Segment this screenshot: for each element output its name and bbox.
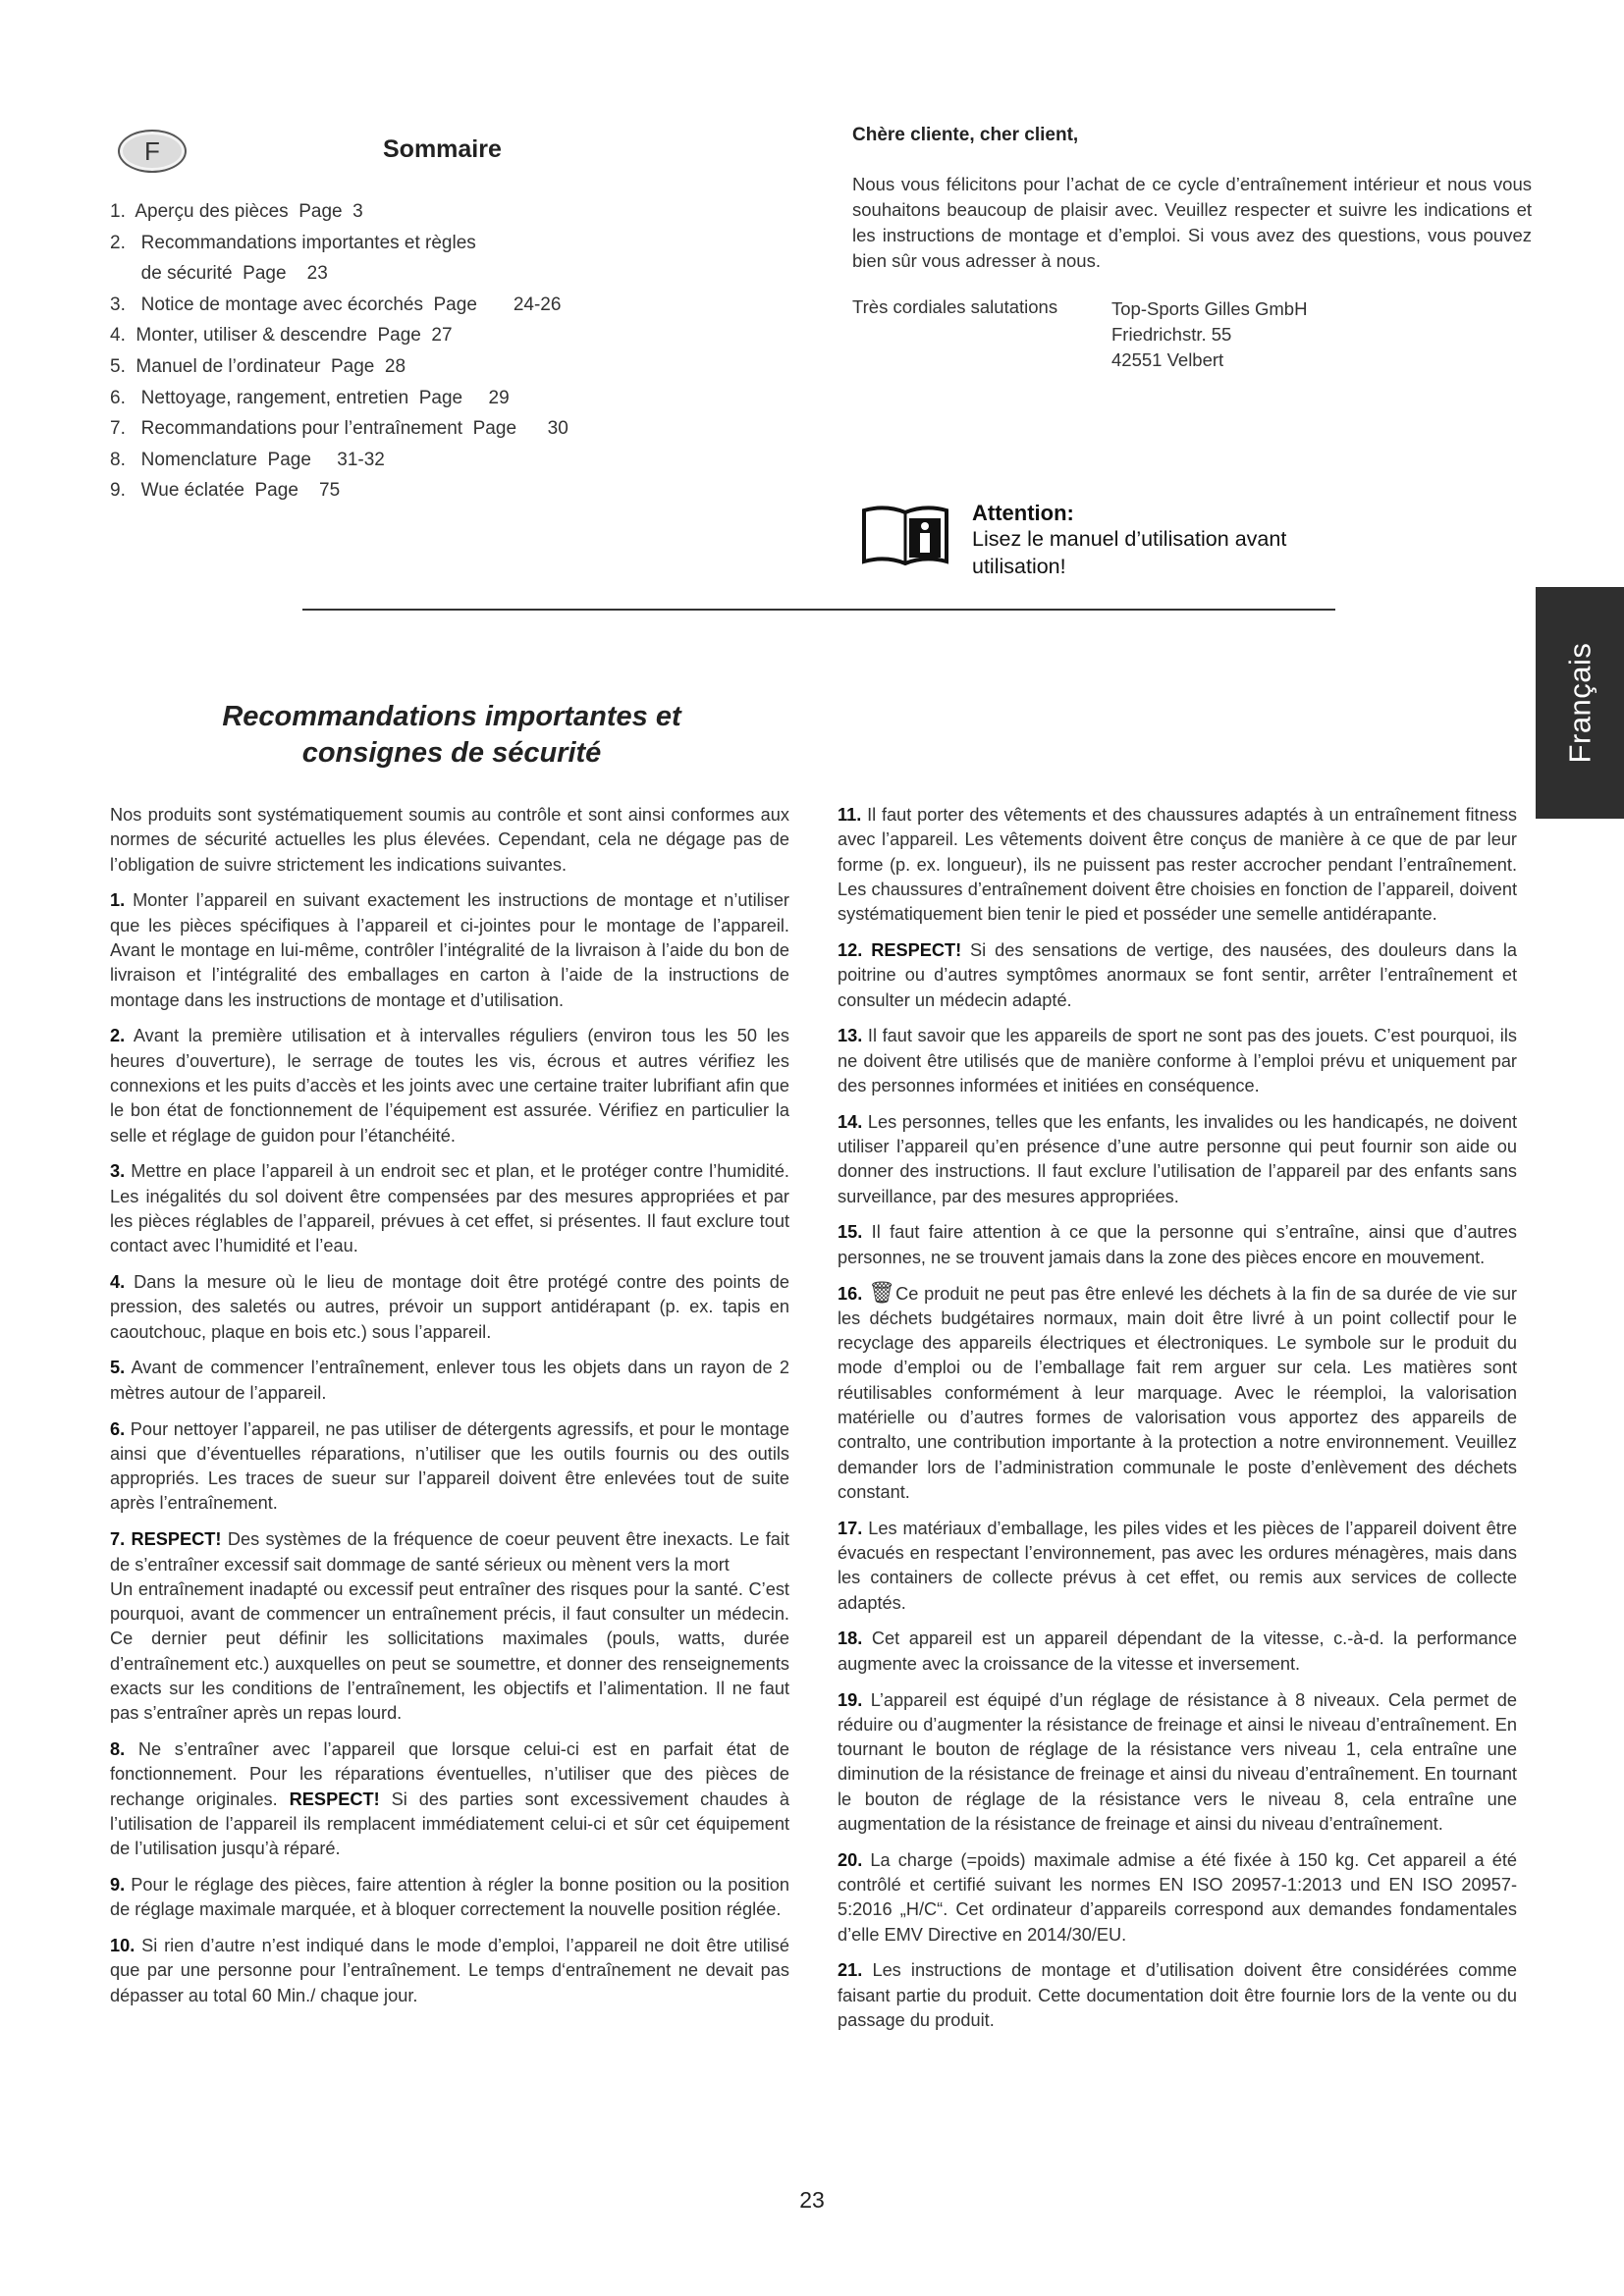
left-column: [110, 803, 789, 2020]
item-text: Cet appareil est un appareil dépendant de la vitesse, c.-à-d. la performance augmente avec la croissance de la vitesse et inversement.: [838, 1629, 1517, 1674]
company-address: [1111, 296, 1307, 373]
item-text: Ce produit ne peut pas être enlevé les déchets à la fin de sa durée de vie sur les déchets budgétaires normaux, main doit être livré à un point collectif pour le recyclage des appareils électriques et électroniques. Le symbole sur le produit du mode d’emploi ou de l’emballage fait rem arguer sur cela. Les matières sont réutilisables conformément à leur marquage. Avec le réemploi, la valorisation matérielle ou d’autres formes de valorisation vous apportez des appareils de contralto, une contribution importante à la protection a notre environnement. Veuillez demander lors de l’administration communale le poste d’enlèvement des déchets constant.: [838, 1283, 1517, 1502]
company-street: Friedrichstr. 55: [1111, 324, 1232, 345]
item-text: Avant de commencer l’entraînement, enlever tous les objets dans un rayon de 2 mètres autour de l’appareil.: [110, 1358, 789, 1403]
page-number: 23: [799, 2187, 825, 2213]
respect-label: RESPECT!: [131, 1529, 222, 1550]
item-number: 21.: [838, 1960, 863, 1981]
weee-bin-icon: 🗑: [868, 1279, 896, 1305]
safety-item: [110, 1873, 789, 1923]
item-number: 1.: [110, 890, 126, 911]
safety-item: [110, 1417, 789, 1517]
safety-item: [110, 1934, 789, 2008]
company-name: Top-Sports Gilles GmbH: [1111, 298, 1308, 319]
manual-info-icon: [860, 503, 950, 567]
item-text: Des systèmes de la fréquence de coeur peuvent être inexacts. Le fait de s’entraîner excessif sait dommage de santé sérieux ou mènent vers la mort: [110, 1529, 789, 1575]
toc-item: 5. Manuel de l’ordinateur Page 28: [110, 355, 406, 377]
item-text: Il faut savoir que les appareils de sport ne sont pas des jouets. C’est pourquoi, ils ne doivent être utilisés que de manière conforme à l’emploi prévu et uniquement par des personnes informées et initiées en conséquence.: [838, 1026, 1517, 1095]
item-text: Monter l’appareil en suivant exactement les instructions de montage et n’utiliser que les pièces spécifiques à l’appareil et ci-jointes pour le montage de l’appareil. Avant le montage en lui-même, contrôler l’intégralité de la livraison à l’aide du bon de livraison et l’intégralité des emballages en carton à l’aide de la instructions de montage dans les instructions de montage et d’utilisation.: [110, 890, 789, 1010]
item-number: 11.: [838, 805, 862, 825]
safety-item: [110, 1737, 789, 1861]
item-text: Les instructions de montage et d’utilisation doivent être considérées comme faisant partie du produit. Cette documentation doit être fournie lors de la vente ou du passage du produit.: [838, 1960, 1517, 2031]
toc-item: 2. Recommandations importantes et règles: [110, 232, 476, 253]
safety-item: [110, 1270, 789, 1345]
item-number: 10.: [110, 1936, 135, 1956]
safety-item: [110, 1527, 789, 1577]
item-number: 9.: [110, 1875, 126, 1896]
company-city: 42551 Velbert: [1111, 349, 1224, 370]
item-text: Avant la première utilisation et à intervalles réguliers (environ tous les 50 les heures d’ouverture), le serrage de toutes les vis, écrous et autres vérifiez les connexions et les puits d’accès et les joints avec une certaine traiter lubrifiant afin que le bon état de fonctionnement de l’équipement est assurée. Vérifiez en particulier la selle et réglage de guidon pour l’étanchéité.: [110, 1026, 789, 1146]
letter-intro: Nous vous félicitons pour l’achat de ce cycle d’entraînement intérieur et nous vous souhaitons beaucoup de plaisir avec. Veuillez respecter et suivre les indications et les instructions de montage et d’emploi. Si vous avez des questions, vous pouvez bien sûr vous adresser à nous.: [852, 174, 1532, 271]
item-number: 4.: [110, 1272, 126, 1293]
right-column: [838, 803, 1517, 2045]
safety-item: [838, 1279, 1517, 1506]
language-badge: F: [118, 130, 187, 173]
safety-item: [838, 1110, 1517, 1209]
item-text: La charge (=poids) maximale admise a été fixée à 150 kg. Cet appareil a été contrôlé et certifié suivant les normes EN ISO 20957-1:2013 und EN ISO 20957-5:2016 „H/C“. Cet ordinateur d’appareils correspond aux demandes fondamentales d’elle EMV Directive en 2014/30/EU.: [838, 1849, 1517, 1945]
respect-label: RESPECT!: [289, 1789, 380, 1809]
item-number: 14.: [838, 1111, 863, 1132]
item-text: Pour nettoyer l’appareil, ne pas utiliser de détergents agressifs, et pour le montage ainsi que d’éventuelles réparations, n’utiliser que les outils fournis ou des outils appropriés. Les traces de sueur sur l’appareil doivent être enlevées tout de suite après l’entraînement.: [110, 1418, 789, 1514]
attention-title: Attention:: [972, 501, 1074, 525]
toc-item: 6. Nettoyage, rangement, entretien Page 29: [110, 387, 510, 408]
item-number: 5.: [110, 1358, 126, 1378]
toc-item: de sécurité Page 23: [110, 263, 328, 285]
item-text: Les personnes, telles que les enfants, les invalides ou les handicapés, ne doivent utiliser l’appareil qu’en présence d’une autre personne qui peut fournir son aide ou donner des instructions. Il faut exclure l’utilisation de l’appareil par des enfants sans surveillance, par des mesures appropriées.: [838, 1111, 1517, 1206]
safety-item: [838, 1958, 1517, 2033]
section-title: [147, 699, 756, 772]
item-number: 6.: [110, 1418, 126, 1439]
item-text: Ne s’entraîner avec l’appareil que lorsque celui-ci est en parfait état de fonctionnement. Pour les réparations éventuelles, n’utiliser que des pièces de rechange originales.: [110, 1739, 789, 1809]
toc-item: 8. Nomenclature Page 31-32: [110, 449, 385, 470]
item-text: Il faut porter des vêtements et des chaussures adaptés à un entraînement fitness avec l’appareil. Les vêtements doivent être conçus de manière à ce que de par leur forme (p. ex. longueur), ils ne puissent pas rester accrocher pendant l’entraînement. Les chaussures d’entraînement doivent être choisies en fonction de l’appareil, doivent systématiquement bien tenir le pied et posséder une semelle antidérapante.: [838, 805, 1517, 925]
item-text: Un entraînement inadapté ou excessif peut entraîner des risques pour la santé. C’est pourquoi, avant de commencer un entraînement précis, il faut consulter un médecin. Ce dernier peut définir les sollicitations maximales (pouls, watts, durée d’entraînement etc.) auxquelles on peut se soumettre, et donner des renseignements exacts sur les conditions de l’entraînement, les objectifs et l’alimentation. Il ne faut pas s’entraîner après un repas lourd.: [110, 1578, 789, 1724]
safety-item: [110, 1024, 789, 1148]
intro-paragraph: Nos produits sont systématiquement soumis au contrôle et sont ainsi conformes aux normes de sécurité actuelles les plus élevées. Cependant, cela ne dégage pas de l’obligation de suivre strictement les indications suivantes.: [110, 805, 789, 875]
language-tab-label: Français: [1562, 642, 1597, 764]
item-number: 13.: [838, 1026, 863, 1046]
safety-item: [110, 888, 789, 1012]
item-text: Les matériaux d’emballage, les piles vides et les pièces de l’appareil doivent être évacués en respectant l’environnement, pas avec les ordures ménagères, mais dans les containers de collecte prévus à cet effet, ou remis aux services de collecte adaptés.: [838, 1518, 1517, 1613]
table-of-contents: [110, 196, 660, 507]
toc-item: 3. Notice de montage avec écorchés Page 24-26: [110, 294, 562, 315]
item-text: Pour le réglage des pièces, faire attention à régler la bonne position ou la position de réglage maximale marquée, et à bloquer correctement la nouvelle position réglée.: [110, 1875, 789, 1920]
safety-item: [838, 1220, 1517, 1270]
safety-item: [110, 1159, 789, 1258]
item-number: 12.: [838, 939, 863, 960]
item-number: 8.: [110, 1739, 126, 1760]
item-number: 16.: [838, 1283, 863, 1304]
item-number: 20.: [838, 1849, 863, 1870]
toc-item: 4. Monter, utiliser & descendre Page 27: [110, 325, 453, 347]
item-number: 7.: [110, 1529, 126, 1550]
item-number: 17.: [838, 1518, 863, 1538]
safety-item: [838, 1848, 1517, 1948]
section-title-line-2: consignes de sécurité: [301, 737, 602, 769]
item-number: 3.: [110, 1161, 126, 1182]
salutation: Très cordiales salutations: [852, 296, 1058, 317]
safety-item-continuation: [110, 1577, 789, 1727]
safety-item: [110, 1356, 789, 1406]
toc-item: 9. Wue éclatée Page 75: [110, 480, 341, 502]
toc-item: 1. Aperçu des pièces Page 3: [110, 201, 363, 222]
divider: [302, 609, 1335, 611]
safety-item: [838, 1627, 1517, 1677]
item-text: Si des sensations de vertige, des nausées, des douleurs dans la poitrine ou d’autres symptômes anormaux se font sentir, arrêter l’entraînement et consulter un médecin adapté.: [838, 939, 1517, 1010]
attention-text: Lisez le manuel d’utilisation avant utilisation!: [972, 527, 1287, 578]
item-text: Si rien d’autre n’est indiqué dans le mode d’emploi, l’appareil ne doit être utilisé que par une personne pour l’entraînement. Le temps d‘entraînement ne devait pas dépasser au total 60 Min./ chaque jour.: [110, 1936, 789, 2005]
safety-item: [838, 938, 1517, 1013]
sommaire-title: Sommaire: [383, 135, 502, 163]
item-number: 19.: [838, 1689, 863, 1710]
item-text: Dans la mesure où le lieu de montage doit être protégé contre des points de pression, des saletés ou autres, prévoir un support antidérapant (p. ex. tapis en caoutchouc, plaque en bois etc.) sous l’appareil.: [110, 1272, 789, 1342]
item-number: 15.: [838, 1222, 863, 1243]
safety-item: [838, 1688, 1517, 1838]
toc-item: 7. Recommandations pour l’entraînement Page 30: [110, 418, 568, 440]
item-text-2: Si des parties sont excessivement chaudes à l’utilisation de l’appareil ils remplacent immédiatement celui-ci et sûr cet équipement de l’utilisation jusqu’à réparé.: [110, 1789, 789, 1859]
item-number: 18.: [838, 1629, 863, 1649]
language-tab: [1536, 587, 1624, 819]
item-number: 2.: [110, 1026, 126, 1046]
item-text: Mettre en place l’appareil à un endroit sec et plan, et le protéger contre l’humidité. Les inégalités du sol doivent être compensées par des mesures appropriées et par les pièces réglables de l’appareil, prévues à cet effet, si présentes. Il faut exclure tout contact avec l’humidité et l’eau.: [110, 1161, 789, 1256]
safety-item: [838, 1517, 1517, 1616]
item-text: L’appareil est équipé d’un réglage de résistance à 8 niveaux. Cela permet de réduire ou d’augmenter la résistance de freinage et ainsi le niveau d’entraînement. En tournant le bouton de réglage de la résistance vers niveau 1, cela entraîne une diminution de la résistance de freinage et ainsi du niveau d’entraînement. En tournant le bouton de réglage de la résistance vers le niveau 8, cela entraîne une augmentation de la résistance de freinage et ainsi du niveau d’entraînement.: [838, 1689, 1517, 1834]
respect-label: RESPECT!: [871, 939, 962, 960]
greeting: Chère cliente, cher client,: [852, 125, 1079, 145]
item-text: Il faut faire attention à ce que la personne qui s’entraîne, ainsi que d’autres personnes, ne se trouvent jamais dans la zone des pièces encore en mouvement.: [838, 1222, 1517, 1267]
safety-item: [838, 803, 1517, 927]
section-title-line-1: Recommandations importantes et: [222, 701, 681, 732]
safety-item: [838, 1024, 1517, 1098]
